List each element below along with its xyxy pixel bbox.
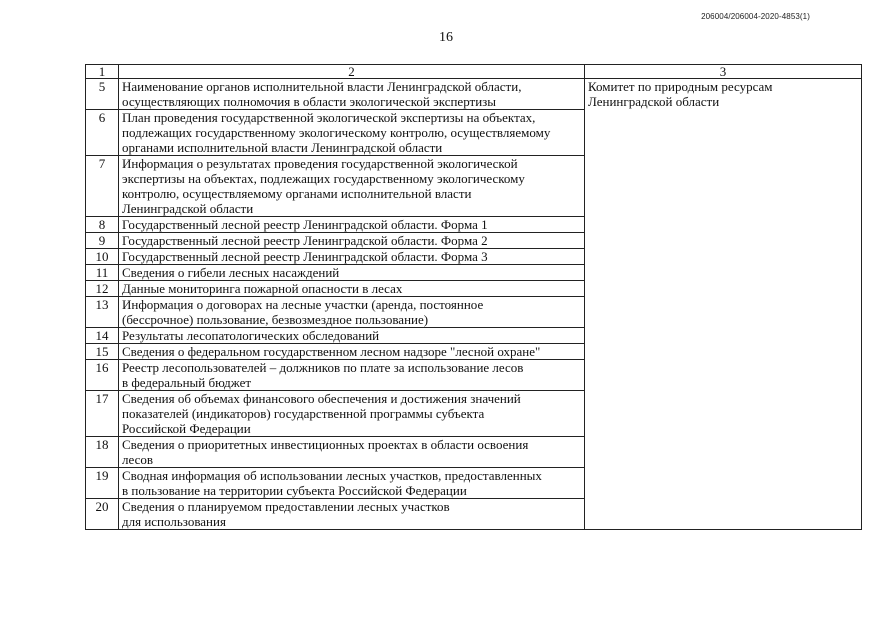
row-description <box>119 499 585 530</box>
description-line: показателей (индикаторов) государственной программы субъекта <box>122 406 485 421</box>
description-line: осуществляющих полномочия в области экологической экспертизы <box>122 94 497 109</box>
description-line: Государственный лесной реестр Ленинградской области. Форма 2 <box>122 233 488 248</box>
row-number: 14 <box>86 328 119 344</box>
description-line: экспертизы на объектах, подлежащих государственному экологическому <box>122 171 525 186</box>
description-line: Сводная информация об использовании лесных участков, предоставленных <box>122 468 542 483</box>
row-number: 19 <box>86 468 119 499</box>
description-line: Результаты лесопатологических обследований <box>122 328 380 343</box>
row-description <box>119 360 585 391</box>
column-number-2: 2 <box>119 65 585 79</box>
row-description <box>119 297 585 328</box>
row-description <box>119 281 585 297</box>
row-number: 5 <box>86 79 119 110</box>
description-line: Информация о договорах на лесные участки (аренда, постоянное <box>122 297 484 312</box>
description-line: План проведения государственной экологической экспертизы на объектах, <box>122 110 536 125</box>
row-number: 17 <box>86 391 119 437</box>
row-description <box>119 391 585 437</box>
row-number: 11 <box>86 265 119 281</box>
description-line: подлежащих государственному экологическому контролю, осуществляемому <box>122 125 551 140</box>
description-line: Сведения о планируемом предоставлении лесных участков <box>122 499 450 514</box>
table-body <box>86 65 862 530</box>
row-description <box>119 344 585 360</box>
description-line: Российской Федерации <box>122 421 251 436</box>
row-number: 8 <box>86 217 119 233</box>
row-number: 15 <box>86 344 119 360</box>
row-number: 13 <box>86 297 119 328</box>
description-line: Государственный лесной реестр Ленинградской области. Форма 3 <box>122 249 488 264</box>
responsible-organization: Комитет по природным ресурсам Ленинградской области <box>585 79 862 530</box>
column-number-3: 3 <box>585 65 862 79</box>
row-description <box>119 437 585 468</box>
row-number: 10 <box>86 249 119 265</box>
description-line: органами исполнительной власти Ленинградской области <box>122 140 443 155</box>
description-line: для использования <box>122 514 226 529</box>
column-number-row <box>86 65 862 79</box>
description-line: в пользование на территории субъекта Российской Федерации <box>122 483 467 498</box>
description-line: контролю, осуществляемому органами исполнительной власти <box>122 186 472 201</box>
column-number-1: 1 <box>86 65 119 79</box>
row-number: 12 <box>86 281 119 297</box>
row-description <box>119 233 585 249</box>
description-line: Государственный лесной реестр Ленинградской области. Форма 1 <box>122 217 488 232</box>
row-description <box>119 79 585 110</box>
row-number: 6 <box>86 110 119 156</box>
row-description <box>119 217 585 233</box>
row-description <box>119 110 585 156</box>
description-line: (бессрочное) пользование, безвозмездное пользование) <box>122 312 429 327</box>
description-line: Данные мониторинга пожарной опасности в лесах <box>122 281 403 296</box>
description-line: Ленинградской области <box>122 201 254 216</box>
description-line: Сведения о приоритетных инвестиционных проектах в области освоения <box>122 437 529 452</box>
row-number: 9 <box>86 233 119 249</box>
row-description <box>119 156 585 217</box>
description-line: лесов <box>122 452 153 467</box>
row-description <box>119 328 585 344</box>
description-line: в федеральный бюджет <box>122 375 252 390</box>
description-line: Сведения о гибели лесных насаждений <box>122 265 340 280</box>
data-table <box>85 64 862 530</box>
document-id: 206004/206004-2020-4853(1) <box>701 12 810 21</box>
description-line: Сведения об объемах финансового обеспечения и достижения значений <box>122 391 521 406</box>
table-row <box>86 79 862 110</box>
row-number: 16 <box>86 360 119 391</box>
description-line: Сведения о федеральном государственном лесном надзоре "лесной охране" <box>122 344 541 359</box>
row-description <box>119 468 585 499</box>
row-description <box>119 265 585 281</box>
description-line: Информация о результатах проведения государственной экологической <box>122 156 518 171</box>
row-number: 7 <box>86 156 119 217</box>
row-number: 20 <box>86 499 119 530</box>
row-description <box>119 249 585 265</box>
description-line: Наименование органов исполнительной власти Ленинградской области, <box>122 79 522 94</box>
description-line: Реестр лесопользователей – должников по плате за использование лесов <box>122 360 524 375</box>
page-number: 16 <box>439 30 453 45</box>
row-number: 18 <box>86 437 119 468</box>
